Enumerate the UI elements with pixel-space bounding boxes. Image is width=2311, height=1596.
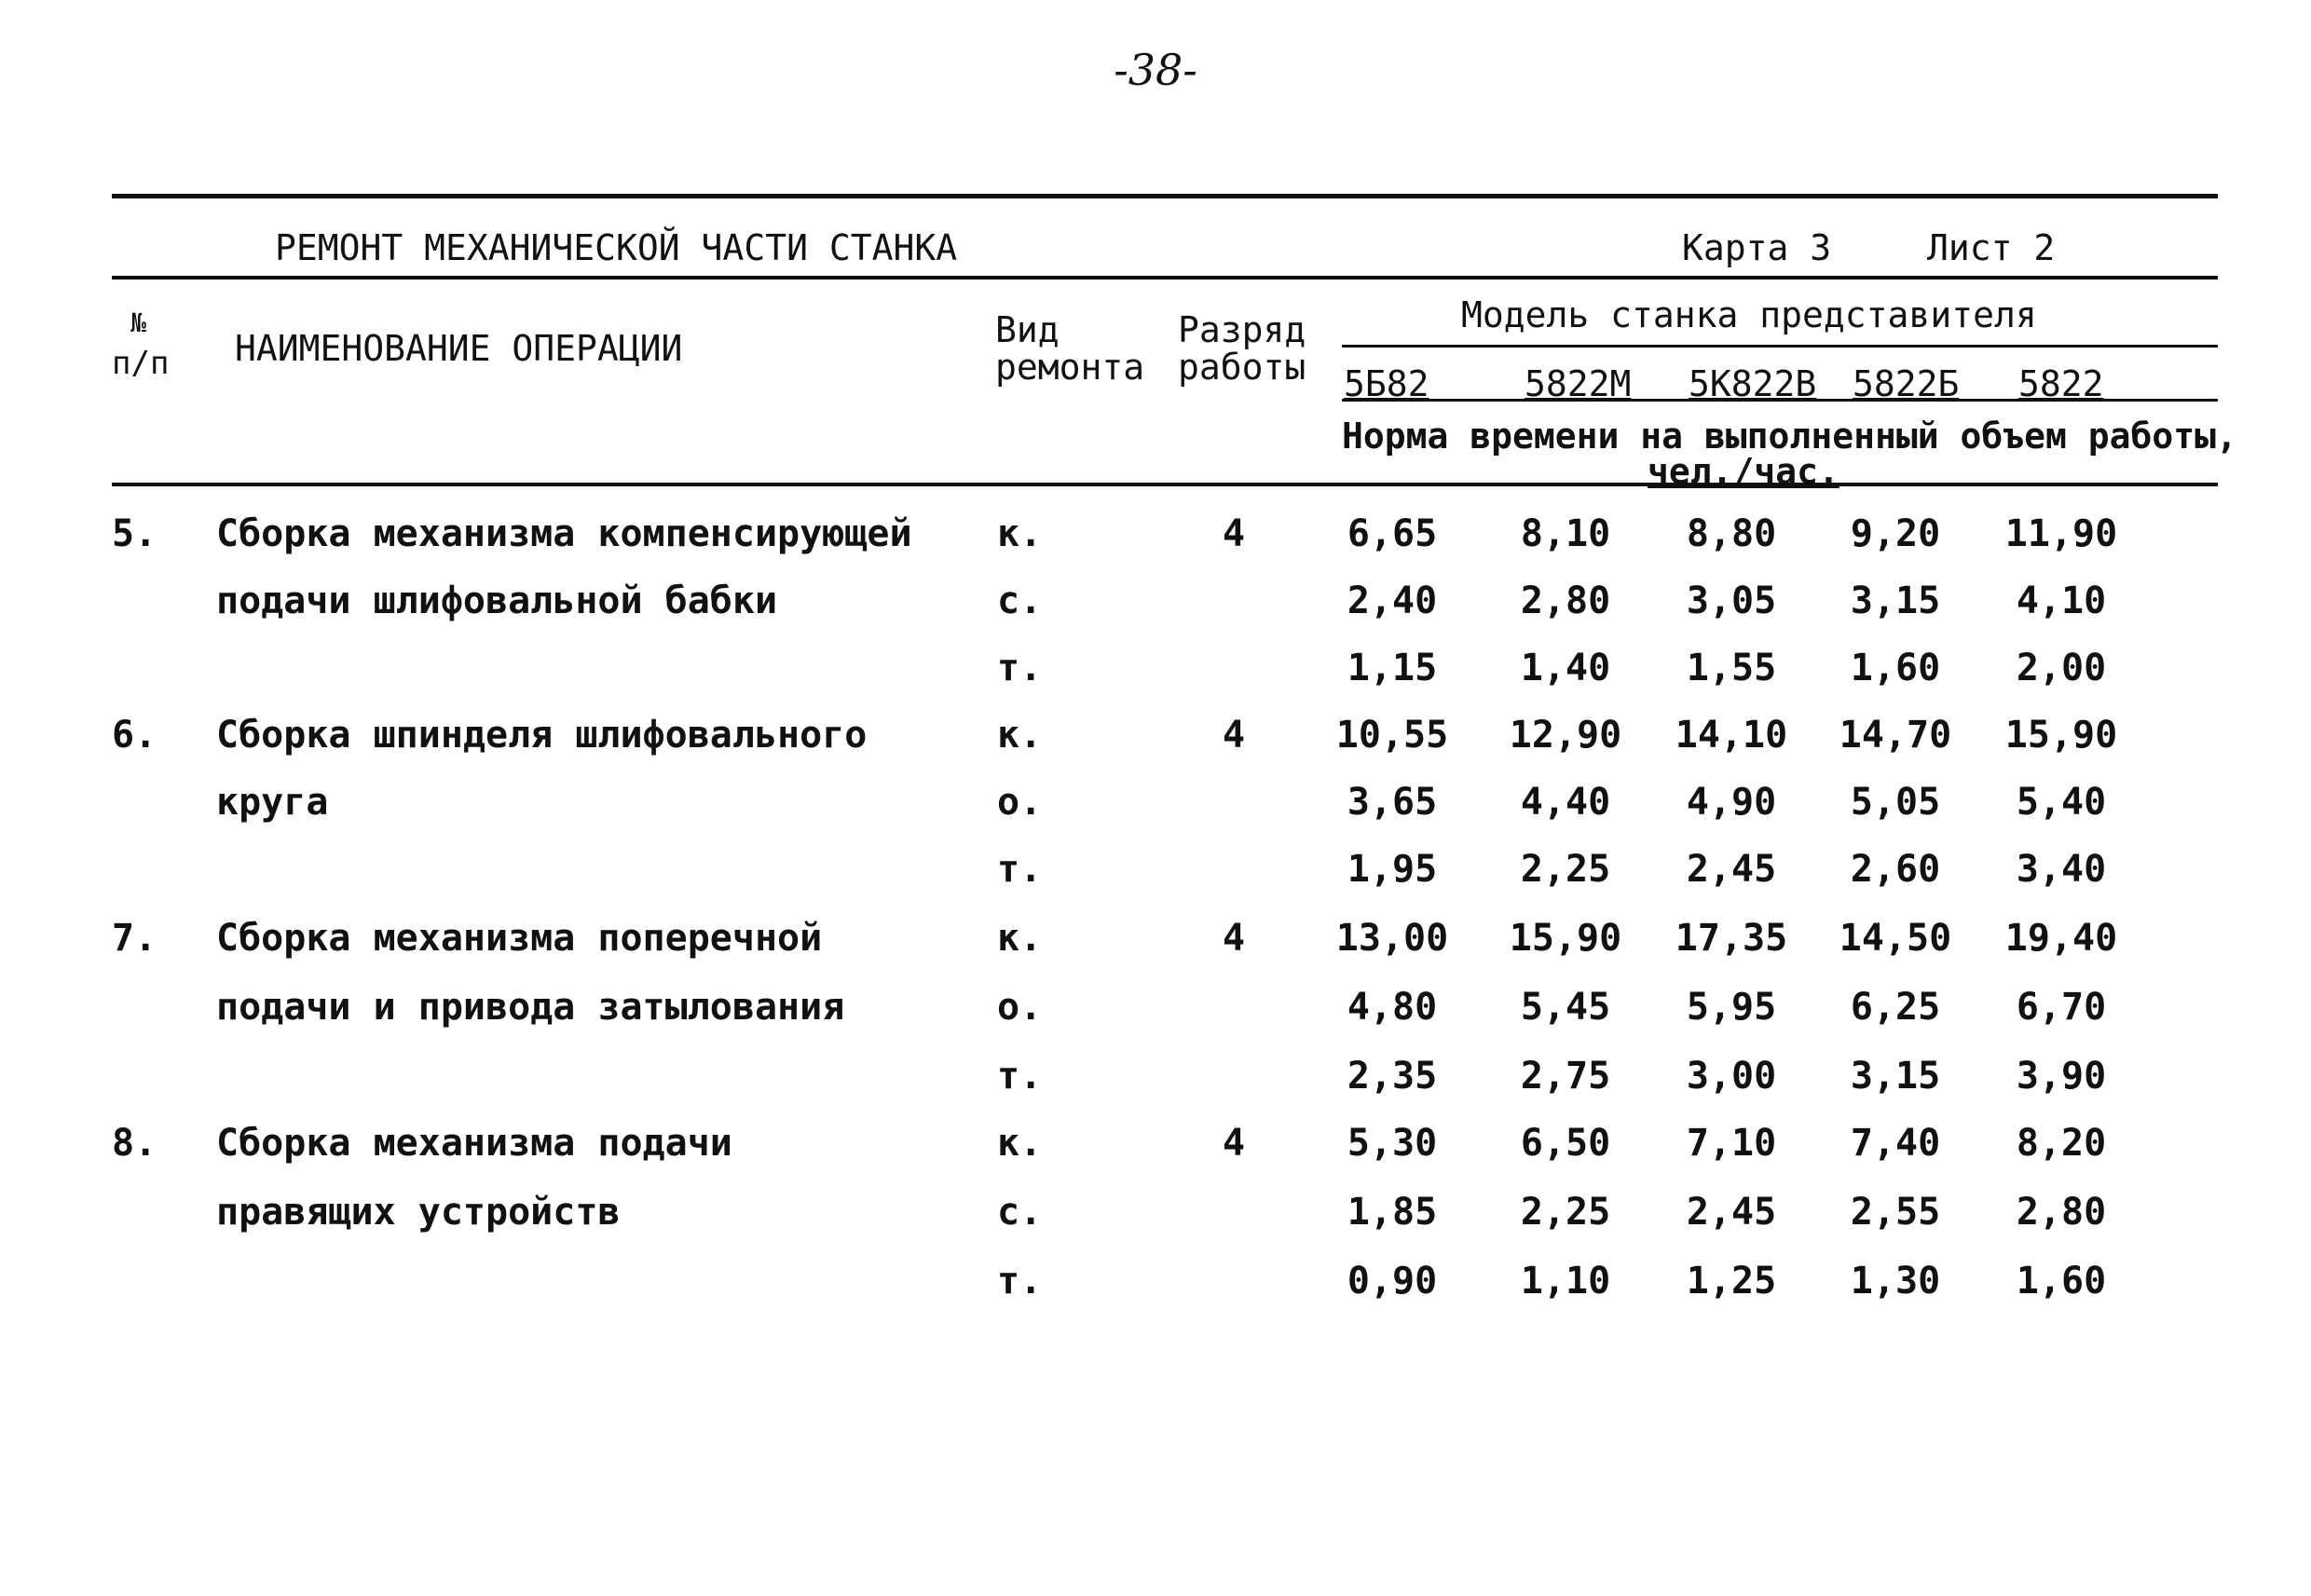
norm-value: 3,90 xyxy=(2016,1055,2107,1098)
repair-type: к. xyxy=(997,1122,1043,1165)
norm-value: 2,80 xyxy=(1520,580,1611,622)
operation-name-line1: Сборка механизма подачи xyxy=(216,1122,732,1165)
norm-value: 1,15 xyxy=(1347,647,1438,689)
card-number: Карта 3 xyxy=(1682,227,1832,268)
norm-value: 14,10 xyxy=(1675,714,1788,757)
repair-type: к. xyxy=(997,917,1043,960)
norm-value: 5,05 xyxy=(1850,781,1941,824)
norm-value: 11,90 xyxy=(2004,512,2118,555)
model-code: 5822 xyxy=(2018,363,2104,404)
column-num: п/п xyxy=(112,345,170,382)
norm-value: 5,30 xyxy=(1347,1122,1438,1165)
model-code: 5822Б xyxy=(1853,363,1960,404)
norm-value: 13,00 xyxy=(1335,917,1449,960)
operation-name-line1: Сборка шпинделя шлифовального xyxy=(216,714,868,757)
norm-value: 2,25 xyxy=(1520,1191,1611,1234)
norm-value: 1,10 xyxy=(1520,1260,1611,1303)
norm-value: 2,45 xyxy=(1686,848,1777,891)
norm-value: 7,10 xyxy=(1686,1122,1777,1165)
column-repair-type-line2: ремонта xyxy=(995,347,1145,388)
norm-value: 9,20 xyxy=(1850,512,1941,555)
column-repair-type-line1: Вид xyxy=(995,309,1060,350)
top-rule xyxy=(112,194,2218,198)
row-number: 6. xyxy=(112,714,157,757)
norm-value: 3,40 xyxy=(2016,848,2107,891)
column-grade-line1: Разряд xyxy=(1178,309,1306,350)
norm-value: 15,90 xyxy=(1509,917,1622,960)
header-rule xyxy=(112,276,2218,280)
norm-value: 10,55 xyxy=(1335,714,1449,757)
model-code: 5К822В xyxy=(1689,363,1817,404)
norm-value: 8,20 xyxy=(2016,1122,2107,1165)
norm-value: 2,60 xyxy=(1850,848,1941,891)
grade-value: 4 xyxy=(1223,714,1246,757)
norm-value: 2,25 xyxy=(1520,848,1611,891)
model-group-header: Модель станка представителя xyxy=(1461,294,2037,335)
norm-value: 14,70 xyxy=(1839,714,1952,757)
time-norm-unit: чел./час. xyxy=(1648,451,1839,492)
norm-value: 3,65 xyxy=(1347,781,1438,824)
row-number: 8. xyxy=(112,1122,157,1165)
model-code: 5Б82 xyxy=(1344,363,1429,404)
model-code: 5822М xyxy=(1525,363,1632,404)
repair-type: т. xyxy=(997,647,1043,689)
norm-value: 8,80 xyxy=(1686,512,1777,555)
norm-value: 14,50 xyxy=(1839,917,1952,960)
norm-value: 2,80 xyxy=(2016,1191,2107,1234)
norm-value: 2,55 xyxy=(1850,1191,1941,1234)
grade-value: 4 xyxy=(1223,512,1246,555)
operation-name-line1: Сборка механизма компенсирующей xyxy=(216,512,912,555)
norm-value: 3,15 xyxy=(1850,580,1941,622)
norm-value: 2,45 xyxy=(1686,1191,1777,1234)
norm-value: 6,70 xyxy=(2016,986,2107,1029)
norm-value: 6,50 xyxy=(1520,1122,1611,1165)
norm-value: 19,40 xyxy=(2004,917,2118,960)
repair-type: к. xyxy=(997,714,1043,757)
norm-value: 17,35 xyxy=(1675,917,1788,960)
repair-type: т. xyxy=(997,1055,1043,1098)
norm-value: 1,25 xyxy=(1686,1260,1777,1303)
norm-value: 12,90 xyxy=(1509,714,1622,757)
column-num-top: № xyxy=(130,307,146,338)
norm-value: 0,90 xyxy=(1347,1260,1438,1303)
norm-value: 2,40 xyxy=(1347,580,1438,622)
norm-value: 4,10 xyxy=(2016,580,2107,622)
model-group-rule xyxy=(1342,345,2218,348)
page-number: -38- xyxy=(1114,45,1197,95)
norm-value: 3,15 xyxy=(1850,1055,1941,1098)
norm-value: 1,60 xyxy=(1850,647,1941,689)
norm-value: 8,10 xyxy=(1520,512,1611,555)
norm-value: 3,00 xyxy=(1686,1055,1777,1098)
norm-value: 5,95 xyxy=(1686,986,1777,1029)
operation-name-line2: подачи шлифовальной бабки xyxy=(216,580,778,622)
norm-value: 3,05 xyxy=(1686,580,1777,622)
column-operation: НАИМЕНОВАНИЕ ОПЕРАЦИИ xyxy=(235,328,683,369)
row-number: 7. xyxy=(112,917,157,960)
sheet-number: Лист 2 xyxy=(1927,227,2056,268)
document-title: РЕМОНТ МЕХАНИЧЕСКОЙ ЧАСТИ СТАНКА xyxy=(275,227,958,268)
repair-type: о. xyxy=(997,781,1043,824)
norm-value: 4,40 xyxy=(1520,781,1611,824)
repair-type: к. xyxy=(997,512,1043,555)
repair-type: с. xyxy=(997,580,1043,622)
operation-name-line2: подачи и привода затылования xyxy=(216,986,845,1029)
row-number: 5. xyxy=(112,512,157,555)
norm-value: 2,75 xyxy=(1520,1055,1611,1098)
norm-value: 2,35 xyxy=(1347,1055,1438,1098)
norm-value: 7,40 xyxy=(1850,1122,1941,1165)
operation-name-line2: круга xyxy=(216,781,329,824)
operation-name-line2: правящих устройств xyxy=(216,1191,621,1234)
norm-value: 2,00 xyxy=(2016,647,2107,689)
norm-value: 15,90 xyxy=(2004,714,2118,757)
table-header-bottom-rule xyxy=(112,483,2218,486)
repair-type: т. xyxy=(997,1260,1043,1303)
grade-value: 4 xyxy=(1223,917,1246,960)
norm-value: 4,90 xyxy=(1686,781,1777,824)
repair-type: т. xyxy=(997,848,1043,891)
norm-value: 1,55 xyxy=(1686,647,1777,689)
time-norm-header: Норма времени на выполненный объем работы, xyxy=(1342,416,2237,457)
norm-value: 6,25 xyxy=(1850,986,1941,1029)
norm-value: 1,60 xyxy=(2016,1260,2107,1303)
operation-name-line1: Сборка механизма поперечной xyxy=(216,917,823,960)
norm-value: 1,95 xyxy=(1347,848,1438,891)
norm-value: 1,40 xyxy=(1520,647,1611,689)
norm-value: 6,65 xyxy=(1347,512,1438,555)
grade-value: 4 xyxy=(1223,1122,1246,1165)
norm-value: 5,45 xyxy=(1520,986,1611,1029)
norm-value: 4,80 xyxy=(1347,986,1438,1029)
repair-type: с. xyxy=(997,1191,1043,1234)
repair-type: о. xyxy=(997,986,1043,1029)
norm-value: 1,30 xyxy=(1850,1260,1941,1303)
norm-value: 5,40 xyxy=(2016,781,2107,824)
column-grade-line2: работы xyxy=(1178,347,1306,388)
norm-value: 1,85 xyxy=(1347,1191,1438,1234)
